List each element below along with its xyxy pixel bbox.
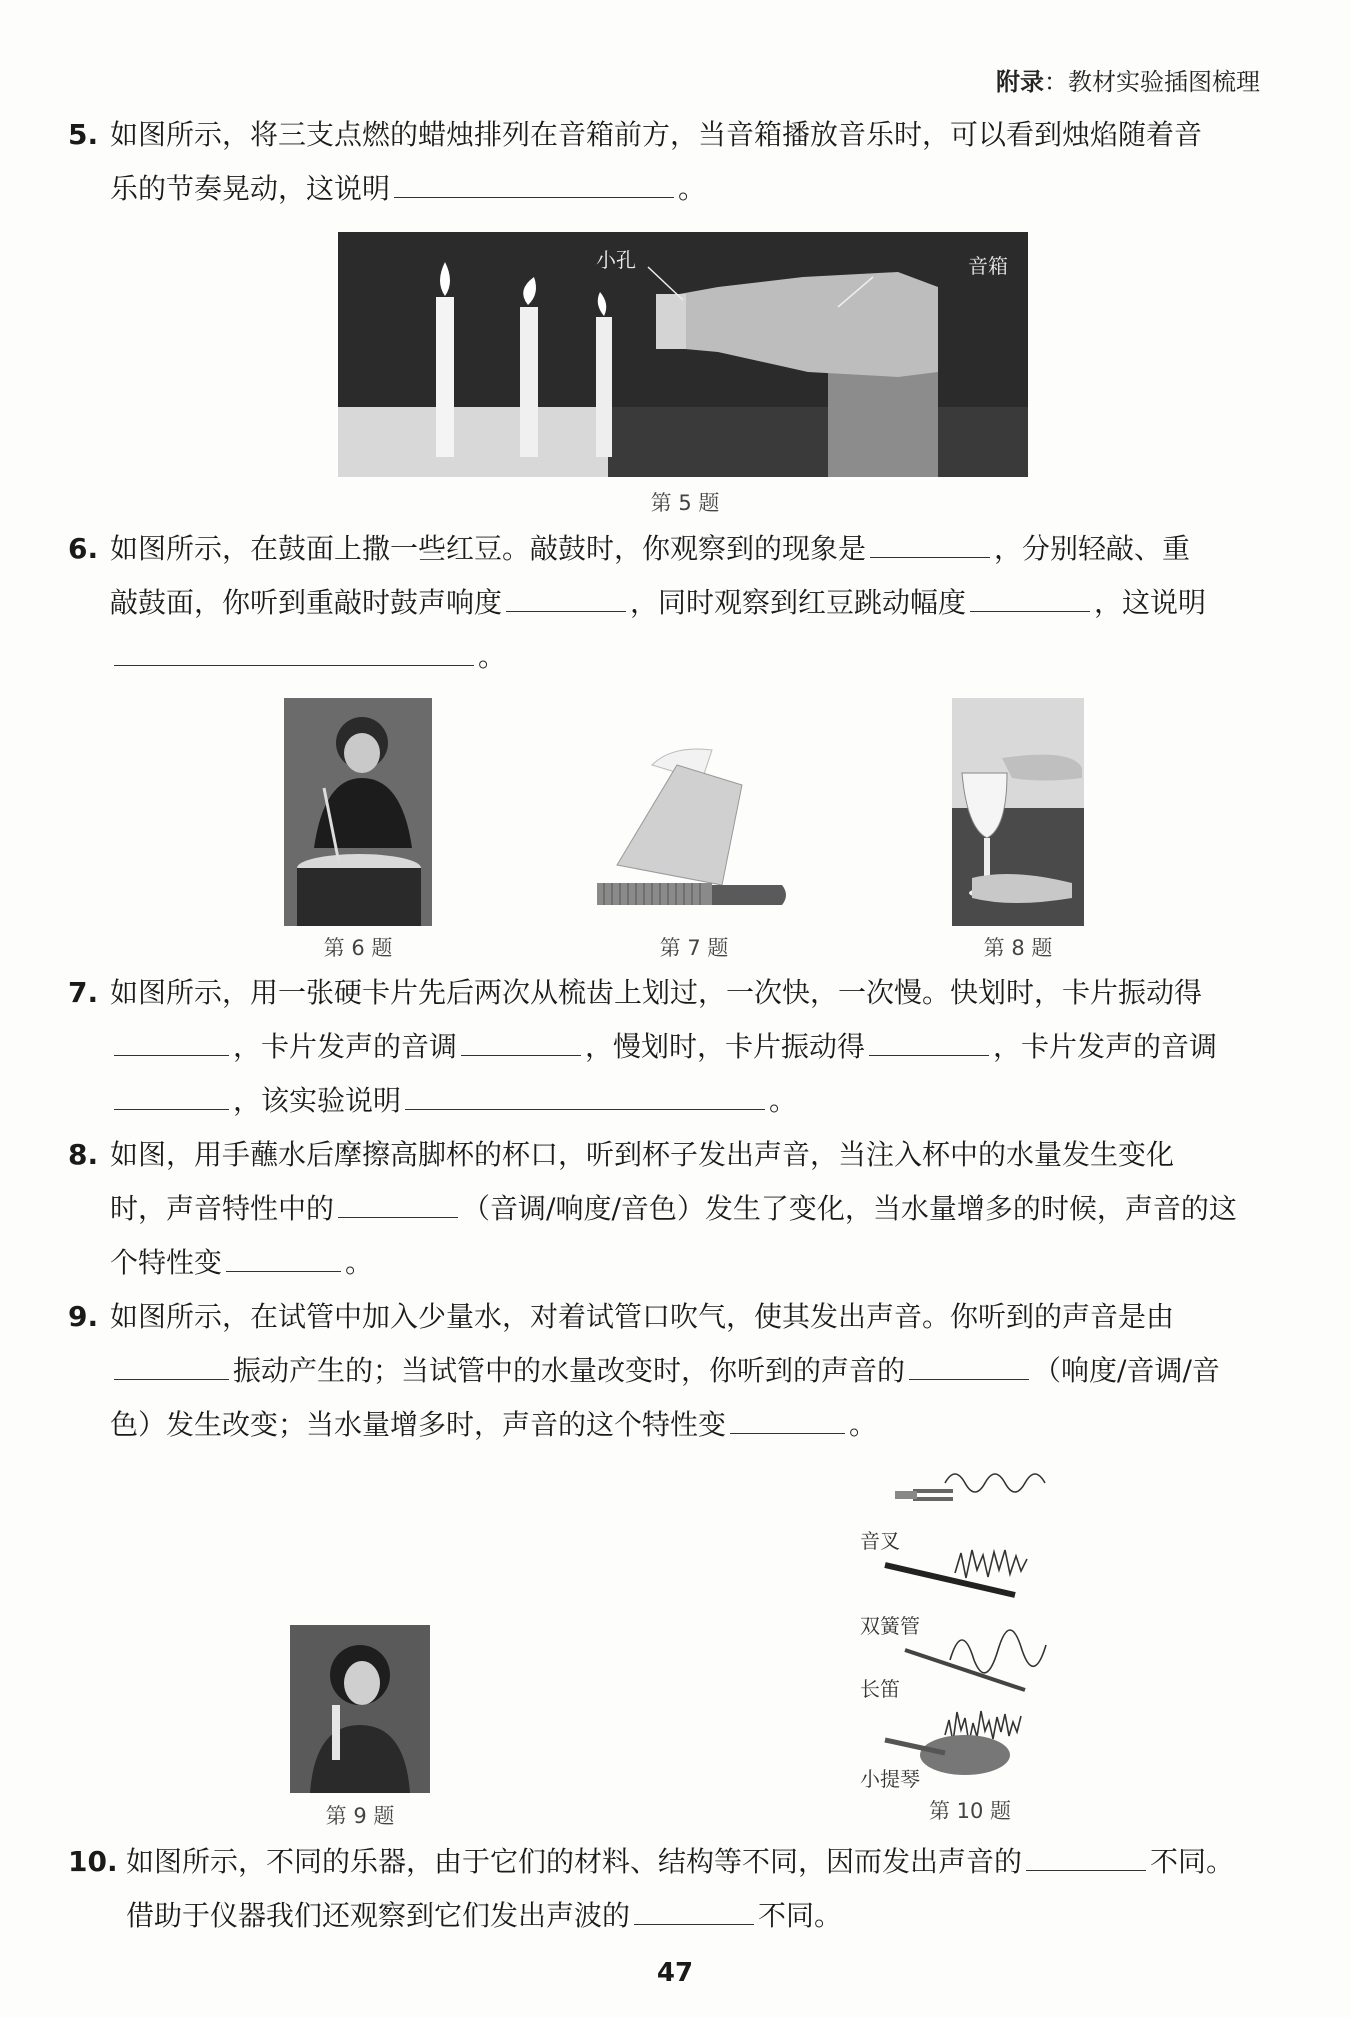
candles-speaker-photo bbox=[338, 232, 1028, 477]
question-text: 。 bbox=[678, 172, 707, 205]
label-speaker: 音箱 bbox=[968, 254, 1008, 278]
instrument-label: 双簧管 bbox=[860, 1614, 920, 1638]
tuning-fork-waveform bbox=[945, 1474, 1045, 1492]
answer-blank[interactable] bbox=[114, 1025, 229, 1056]
figure-caption: 第 10 题 bbox=[928, 1799, 1012, 1823]
candle-flame-icon bbox=[440, 262, 450, 296]
question-10 bbox=[68, 1835, 1268, 1943]
figure-caption: 第 6 题 bbox=[323, 936, 393, 960]
test-tube bbox=[332, 1705, 340, 1760]
answer-blank[interactable] bbox=[114, 1079, 229, 1110]
question-6 bbox=[68, 522, 1268, 684]
question-text: ，该实验说明 bbox=[233, 1084, 402, 1117]
question-text: 乐的节奏晃动，这说明 bbox=[110, 172, 391, 205]
question-text: 敲鼓面，你听到重敲时鼓声响度 bbox=[110, 586, 503, 619]
question-text: 如图，用手蘸水后摩擦高脚杯的杯口，听到杯子发出声音，当注入杯中的水量发生变化 bbox=[110, 1138, 1175, 1171]
answer-blank[interactable] bbox=[730, 1403, 845, 1434]
answer-blank[interactable] bbox=[114, 635, 474, 666]
question-text: 。 bbox=[345, 1246, 374, 1279]
oboe-icon bbox=[885, 1565, 1015, 1595]
running-head-section: 附录 bbox=[996, 68, 1044, 96]
question-text: 如图所示，不同的乐器，由于它们的材料、结构等不同，因而发出声音的 bbox=[126, 1845, 1023, 1878]
question-text: 振动产生的；当试管中的水量改变时，你听到的声音的 bbox=[233, 1354, 906, 1387]
question-text: 色）发生改变；当水量增多时，声音的这个特性变 bbox=[110, 1408, 727, 1441]
question-text: ，卡片发声的音调 bbox=[993, 1030, 1218, 1063]
figure-caption: 第 8 题 bbox=[983, 936, 1053, 960]
speaker-stand bbox=[828, 362, 938, 477]
girl-test-tube-photo bbox=[290, 1625, 430, 1793]
question-text: 。 bbox=[478, 640, 507, 673]
question-text: 时，声音特性中的 bbox=[110, 1192, 335, 1225]
answer-blank[interactable] bbox=[338, 1187, 458, 1218]
question-number: 9. bbox=[68, 1300, 99, 1333]
figure-caption: 第 5 题 bbox=[650, 491, 720, 515]
question-text: （响度/音调/音 bbox=[1033, 1354, 1220, 1387]
question-text: 。 bbox=[769, 1084, 798, 1117]
instrument-label: 长笛 bbox=[860, 1677, 900, 1701]
question-text: 不同。 bbox=[1150, 1845, 1235, 1878]
page-number: 47 bbox=[656, 1958, 694, 1988]
question-text: 如图所示，在鼓面上撒一些红豆。敲鼓时，你观察到的现象是 bbox=[110, 532, 867, 565]
question-number: 10. bbox=[68, 1845, 118, 1878]
bottle-speaker bbox=[663, 272, 938, 377]
tuning-fork-icon bbox=[895, 1489, 953, 1501]
hard-card bbox=[617, 765, 742, 885]
answer-blank[interactable] bbox=[506, 581, 626, 612]
question-text: ，分别轻敲、重 bbox=[994, 532, 1191, 565]
candle-flame-icon bbox=[598, 292, 607, 316]
hand bbox=[1002, 755, 1082, 781]
running-head bbox=[996, 62, 1260, 97]
question-text: 不同。 bbox=[758, 1899, 843, 1932]
figure-caption: 第 7 题 bbox=[659, 936, 729, 960]
question-number: 8. bbox=[68, 1138, 99, 1171]
question-text: 借助于仪器我们还观察到它们发出声波的 bbox=[126, 1899, 631, 1932]
question-text: 如图所示，将三支点燃的蜡烛排列在音箱前方，当音箱播放音乐时，可以看到烛焰随着音 bbox=[110, 118, 1203, 151]
candle-flame-icon bbox=[523, 277, 536, 305]
answer-blank[interactable] bbox=[870, 527, 990, 558]
candle-2 bbox=[520, 307, 538, 457]
comb bbox=[597, 883, 712, 905]
answer-blank[interactable] bbox=[226, 1241, 341, 1272]
flute-icon bbox=[905, 1650, 1025, 1690]
comb-card-illustration bbox=[592, 735, 792, 925]
question-text: ，慢划时，卡片振动得 bbox=[585, 1030, 866, 1063]
wine-glass-photo bbox=[952, 698, 1084, 926]
question-text: 如图所示，用一张硬卡片先后两次从梳齿上划过，一次快，一次慢。快划时，卡片振动得 bbox=[110, 976, 1203, 1009]
drum-boy-photo bbox=[284, 698, 432, 926]
question-number: 6. bbox=[68, 532, 99, 565]
question-text: ，这说明 bbox=[1094, 586, 1207, 619]
answer-blank[interactable] bbox=[970, 581, 1090, 612]
question-text: 。 bbox=[849, 1408, 878, 1441]
answer-blank[interactable] bbox=[869, 1025, 989, 1056]
question-text: 个特性变 bbox=[110, 1246, 223, 1279]
question-text: ，卡片发声的音调 bbox=[233, 1030, 458, 1063]
question-text: 如图所示，在试管中加入少量水，对着试管口吹气，使其发出声音。你听到的声音是由 bbox=[110, 1300, 1175, 1333]
answer-blank[interactable] bbox=[114, 1349, 229, 1380]
answer-blank[interactable] bbox=[394, 167, 674, 198]
question-7 bbox=[68, 966, 1268, 1128]
oboe-waveform bbox=[955, 1550, 1027, 1578]
question-number: 7. bbox=[68, 976, 99, 1009]
question-number: 5. bbox=[68, 118, 99, 151]
answer-blank[interactable] bbox=[634, 1894, 754, 1925]
figure-caption: 第 9 题 bbox=[325, 1804, 395, 1828]
answer-blank[interactable] bbox=[909, 1349, 1029, 1380]
running-head-title: ：教材实验插图梳理 bbox=[1044, 68, 1260, 96]
flute-waveform bbox=[950, 1630, 1046, 1673]
question-5 bbox=[68, 108, 1268, 216]
instrument-label: 小提琴 bbox=[860, 1767, 920, 1791]
candle-3 bbox=[596, 317, 612, 457]
label-hole: 小孔 bbox=[596, 248, 636, 272]
question-9 bbox=[68, 1290, 1268, 1452]
question-text: ，同时观察到红豆跳动幅度 bbox=[630, 586, 967, 619]
answer-blank[interactable] bbox=[405, 1079, 765, 1110]
answer-blank[interactable] bbox=[461, 1025, 581, 1056]
question-8 bbox=[68, 1128, 1268, 1290]
instrument-label: 音叉 bbox=[860, 1529, 900, 1553]
candle-1 bbox=[436, 297, 454, 457]
instruments-waveforms-figure bbox=[855, 1455, 1095, 1791]
answer-blank[interactable] bbox=[1026, 1840, 1146, 1871]
question-text: （音调/响度/音色）发生了变化，当水量增多的时候，声音的这 bbox=[462, 1192, 1237, 1225]
